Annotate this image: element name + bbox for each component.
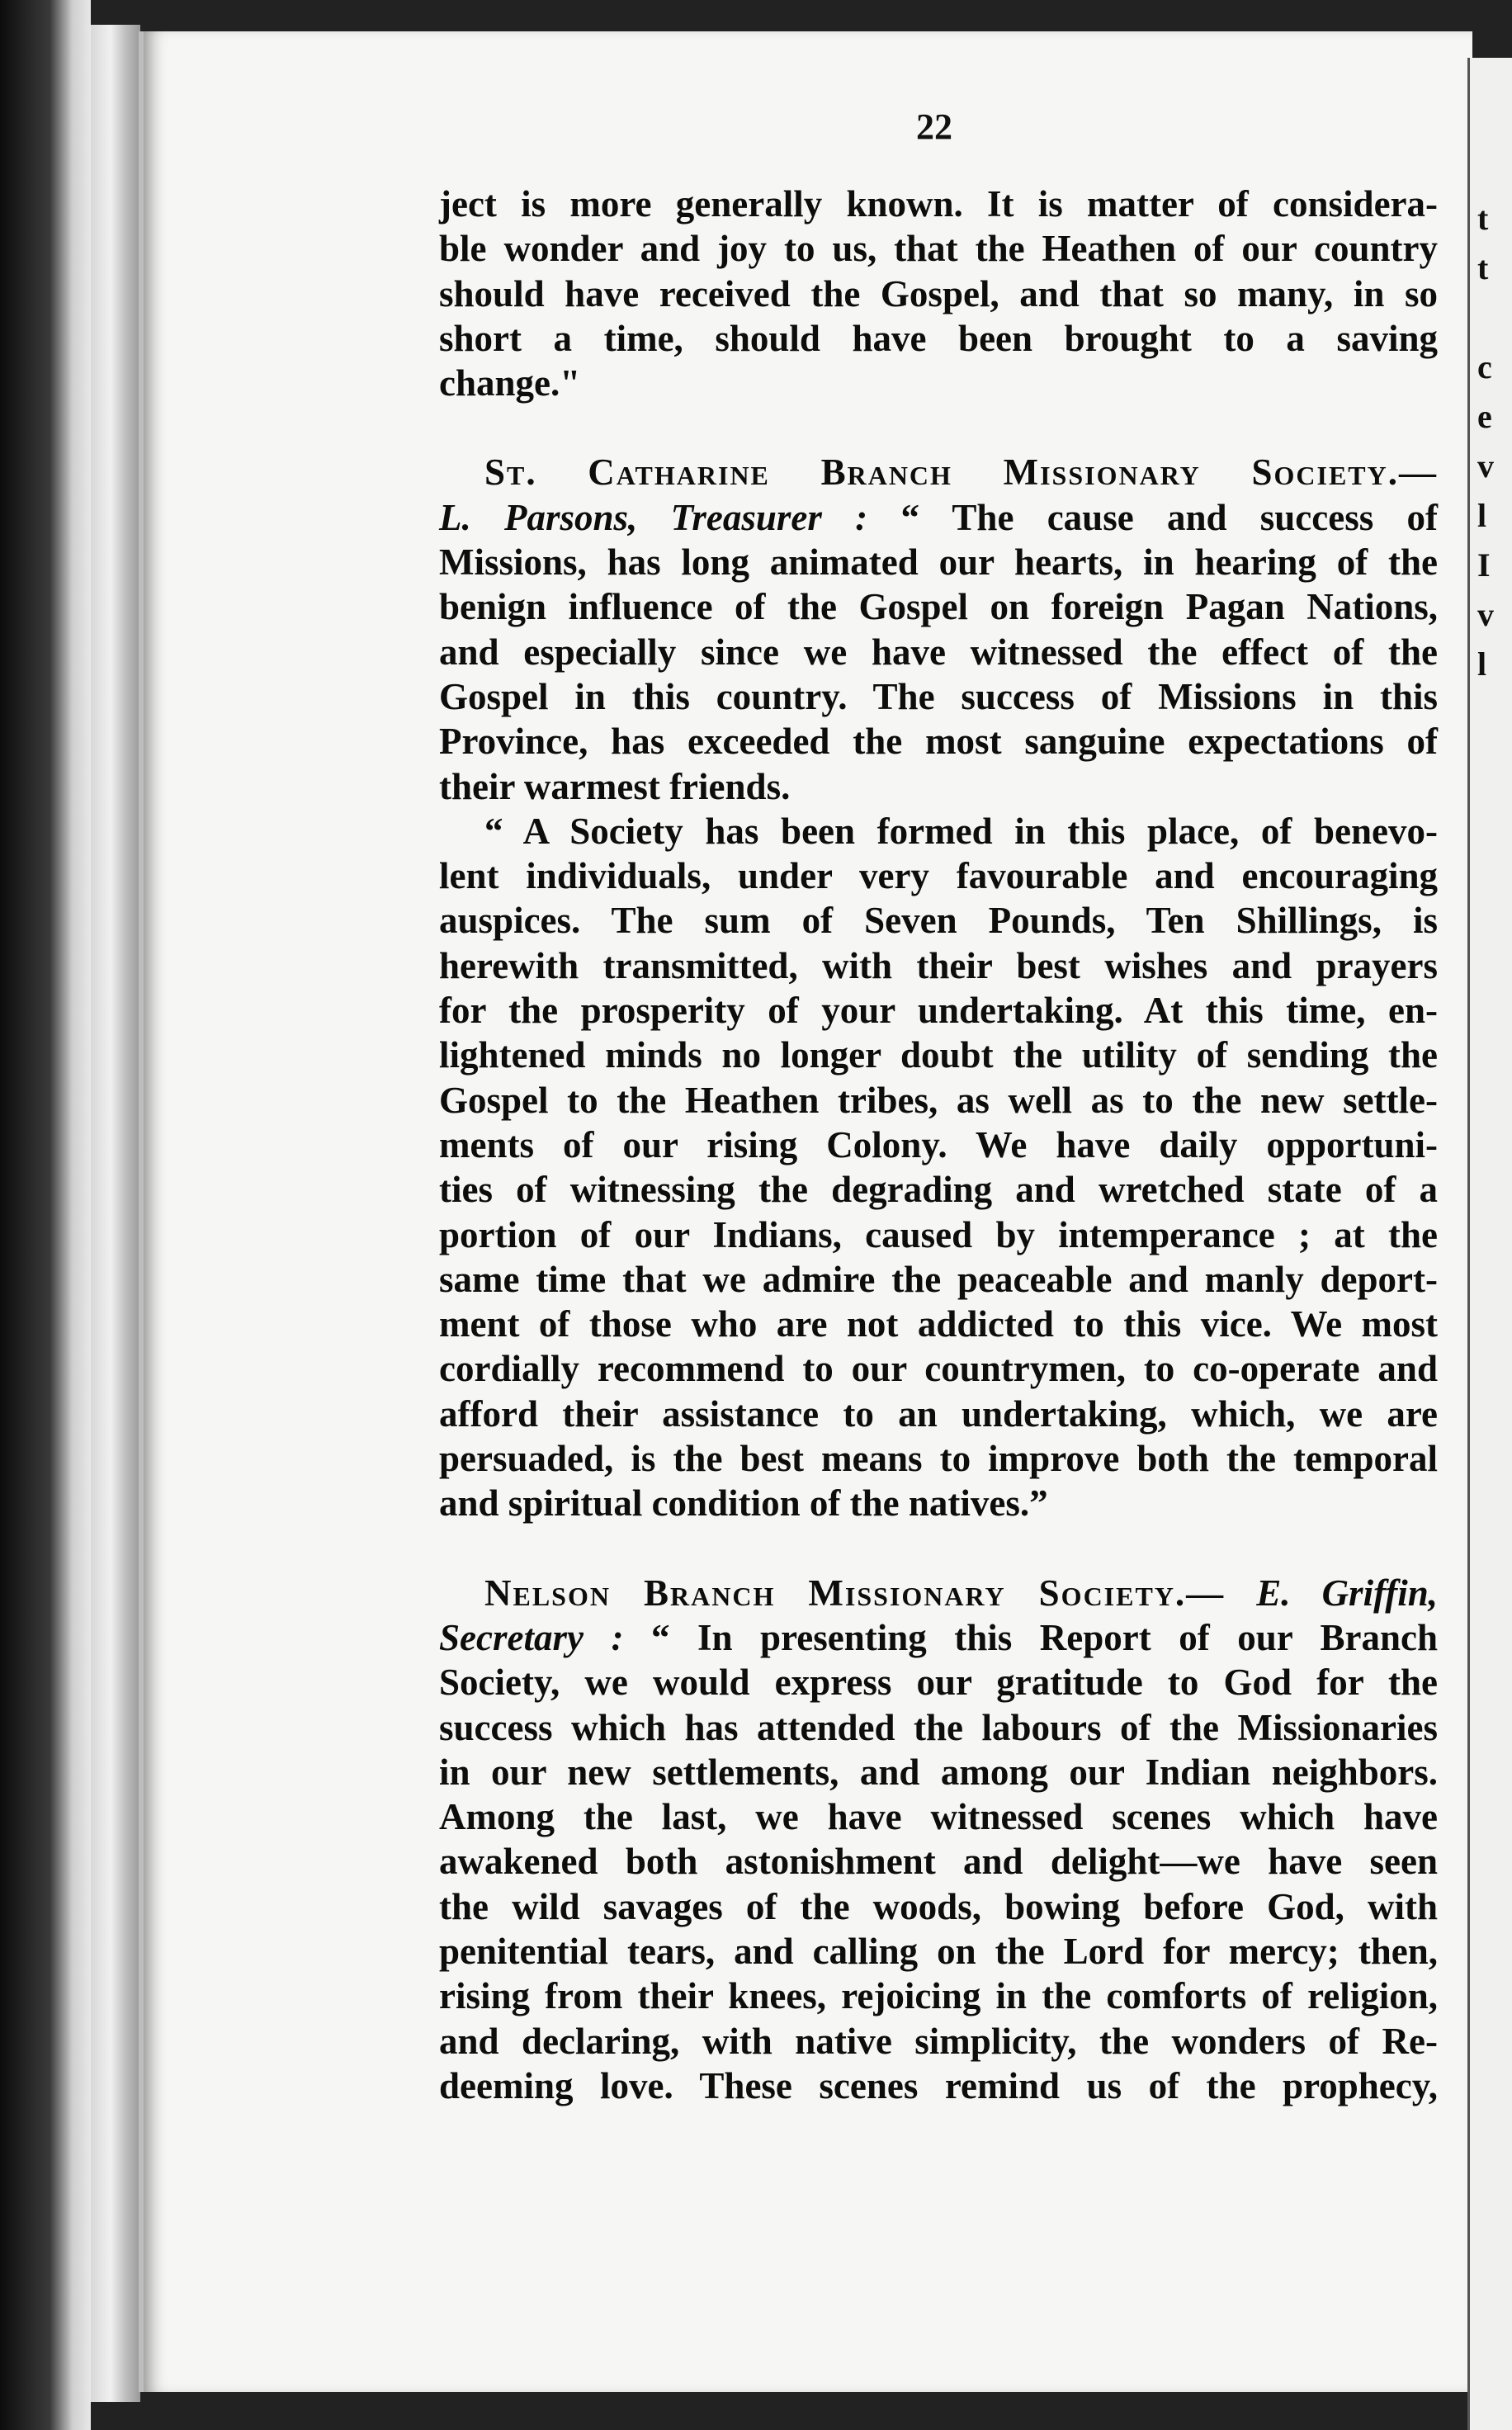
text-line: lightened minds no longer doubt the utility of sending the	[439, 1034, 1438, 1076]
text-line: benign influence of the Gospel on foreign Pagan Nations,	[439, 586, 1438, 628]
facing-letter: v	[1477, 596, 1494, 633]
officer-title: Secretary :	[439, 1616, 624, 1658]
section-heading-line	[439, 450, 1438, 494]
text-line: afford their assistance to an undertaking, which, we are	[439, 1392, 1438, 1435]
text-line: awakened both astonishment and delight—we have seen	[439, 1841, 1438, 1883]
text-line: herewith transmitted, with their best wishes and prayers	[439, 944, 1438, 986]
text-line: persuaded, is the best means to improve both the temporal	[439, 1438, 1438, 1480]
facing-letter: I	[1477, 546, 1491, 584]
paragraph-nelson	[439, 1571, 1438, 2109]
facing-page-letters	[1477, 194, 1494, 689]
text-line: and declaring, with native simplicity, the wonders of Re-	[439, 2020, 1438, 2062]
text-line: cordially recommend to our countrymen, to co-operate and	[439, 1348, 1438, 1390]
text-line: should have received the Gospel, and that so many, in so	[439, 272, 1438, 314]
text-line: ments of our rising Colony. We have daily opportuni-	[439, 1123, 1438, 1165]
section-heading: Nelson Branch Missionary Society.—	[484, 1572, 1226, 1614]
officer-name: L. Parsons, Treasurer :	[439, 496, 868, 538]
text-line: lent individuals, under very favourable and encouraging	[439, 855, 1438, 897]
paragraph-continuation	[439, 182, 1438, 405]
text-line: Missions, has long animated our hearts, in hearing of the	[439, 541, 1438, 584]
book-cover-edge	[0, 0, 91, 2430]
text-line: and especially since we have witnessed the effect of the	[439, 631, 1438, 673]
text-line: rising from their knees, rejoicing in the comforts of religion,	[439, 1975, 1438, 2017]
text-line: Among the last, we have witnessed scenes which have	[439, 1796, 1438, 1838]
officer-name: E. Griffin,	[1256, 1572, 1439, 1614]
text-line: same time that we admire the peaceable and manly deport-	[439, 1258, 1438, 1300]
text-line: ble wonder and joy to us, that the Heathen of our country	[439, 228, 1438, 270]
text-line: and spiritual condition of the natives.”	[439, 1482, 1048, 1525]
text-line: Gospel in this country. The success of Missions in this	[439, 675, 1438, 717]
facing-letter: t	[1477, 249, 1489, 286]
facing-letter: l	[1477, 497, 1487, 534]
text-line: Province, has exceeded the most sanguine expectations of	[439, 721, 1438, 763]
text-line: portion of our Indians, caused by intemperance ; at the	[439, 1213, 1438, 1255]
text-line	[439, 1615, 1438, 1660]
text-line: ject is more generally known. It is matter of considera-	[439, 183, 1438, 225]
text-line: for the prosperity of your undertaking. At this time, en-	[439, 990, 1438, 1032]
facing-letter: c	[1477, 348, 1492, 385]
text-line: Gospel to the Heathen tribes, as well as to the new settle-	[439, 1079, 1438, 1121]
text-line: deeming love. These scenes remind us of the prophecy,	[439, 2064, 1438, 2106]
text-line: the wild savages of the woods, bowing before God, with	[439, 1885, 1438, 1927]
text-fragment: “ In presenting this Report of our Branch	[650, 1616, 1439, 1658]
text-line: success which has attended the labours of the Missionaries	[439, 1706, 1438, 1748]
text-line: “ A Society has been formed in this place, of benevo-	[484, 810, 1438, 852]
page-text	[439, 182, 1438, 2108]
text-line: auspices. The sum of Seven Pounds, Ten Shillings, is	[439, 900, 1438, 942]
facing-letter: l	[1477, 645, 1487, 683]
paragraph-st-catharine	[439, 450, 1438, 808]
text-line: in our new settlements, and among our Indian neighbors.	[439, 1751, 1438, 1793]
page-stack-edge	[91, 25, 140, 2402]
facing-letter: e	[1477, 398, 1492, 435]
section-heading: St. Catharine Branch Missionary Society.—	[484, 451, 1438, 494]
text-line: change."	[439, 362, 581, 404]
facing-letter: t	[1477, 200, 1489, 237]
text-line: ment of those who are not addicted to this vice. We most	[439, 1303, 1438, 1345]
text-line: ties of witnessing the degrading and wretched state of a	[439, 1169, 1438, 1211]
paragraph-society-formed	[439, 809, 1438, 1526]
page-number: 22	[916, 106, 952, 147]
facing-letter: v	[1477, 447, 1494, 485]
text-line: Society, we would express our gratitude to God for the	[439, 1662, 1438, 1704]
text-line: short a time, should have been brought to a saving	[439, 317, 1438, 359]
text-line: their warmest friends.	[439, 765, 791, 807]
section-heading-line	[439, 1571, 1438, 1615]
text-line	[439, 495, 1438, 540]
text-fragment: “ The cause and success of	[900, 496, 1438, 538]
text-line: penitential tears, and calling on the Lord for mercy; then,	[439, 1930, 1438, 1972]
